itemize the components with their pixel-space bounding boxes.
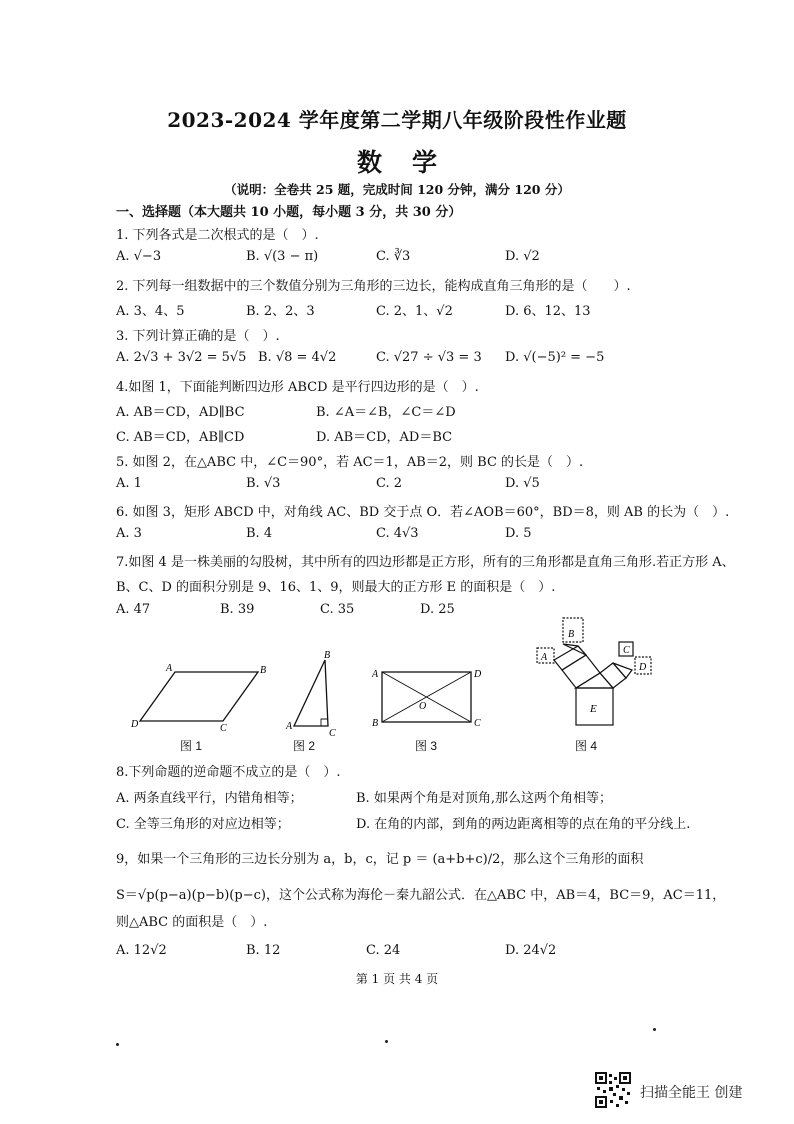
fig2-label-c: C (329, 728, 336, 739)
question-6-option-a: A. 3 (116, 526, 142, 541)
figures-row (100, 615, 700, 755)
question-6-stem: 6. 如图 3，矩形 ABCD 中，对角线 AC、BD 交于点 O．若∠AOB＝60°，BD＝8，则 AB 的长为（ ）. (116, 505, 730, 520)
question-1-option-a: A. √−3 (116, 249, 162, 264)
question-2-option-c: C. 2、1、√2 (376, 304, 453, 319)
page-footer: 第 1 页 共 4 页 (355, 972, 439, 986)
question-5-option-b: B. √3 (246, 476, 281, 491)
question-9-option-d: D. 24√2 (505, 943, 557, 958)
figure-1-parallelogram (130, 663, 266, 734)
fig2-label-a: A (286, 721, 293, 732)
question-7-option-a: A. 47 (116, 602, 151, 617)
fig3-label-d: D (474, 669, 482, 680)
question-6-option-c: C. 4√3 (376, 526, 419, 541)
question-7-stem-line-2: B、C、D 的面积分别是 9、16、1、9，则最大的正方形 E 的面积是（ ）. (116, 580, 556, 595)
fig3-label-o: O (419, 701, 427, 712)
question-4-option-d: D. AB＝CD，AD＝BC (316, 430, 453, 445)
question-3-stem: 3. 下列计算正确的是（ ）. (116, 329, 280, 344)
question-6-option-d: D. 5 (505, 526, 532, 541)
question-5-option-d: D. √5 (505, 476, 540, 491)
fig1-label-a: A (166, 663, 173, 674)
fig1-label-d: D (131, 719, 139, 730)
question-4-option-c: C. AB＝CD，AB∥CD (116, 430, 245, 445)
question-2-option-a: A. 3、4、5 (116, 304, 185, 319)
question-9-option-a: A. 12√2 (116, 943, 167, 958)
question-1-option-b: B. √(3 − π) (246, 249, 319, 264)
figure-3-rectangle (371, 669, 482, 729)
question-2-option-d: D. 6、12、13 (505, 304, 591, 319)
question-8-option-b: B. 如果两个角是对顶角,那么这两个角相等； (356, 791, 612, 806)
fig3-label-c: C (474, 718, 481, 729)
scan-speck (385, 1040, 388, 1043)
question-2-stem: 2. 下列每一组数据中的三个数值分别为三角形的三边长，能构成直角三角形的是（ ）. (116, 279, 631, 294)
section-heading: 一、选择题（本大题共 10 小题，每小题 3 分，共 30 分） (116, 205, 462, 220)
question-1-stem: 1. 下列各式是二次根式的是（ ）. (116, 228, 319, 243)
figure-4-caption: 图 4 (575, 739, 598, 753)
question-5-option-c: C. 2 (376, 476, 403, 491)
question-4-option-b: B. ∠A＝∠B，∠C＝∠D (316, 405, 456, 420)
question-9-option-b: B. 12 (246, 943, 281, 958)
scan-speck (653, 1028, 656, 1031)
question-7-option-c: C. 35 (320, 602, 355, 617)
question-7-stem-line-1: 7.如图 4 是一株美丽的勾股树，其中所有的四边形都是正方形，所有的三角形都是直角三角形.若正方形 A、 (116, 555, 735, 570)
question-1-option-c: C. ∛3 (376, 249, 411, 264)
question-7-option-d: D. 25 (420, 602, 455, 617)
fig2-label-b: B (324, 650, 331, 661)
question-9-stem-line-1: 9，如果一个三角形的三边长分别为 a，b，c，记 p ＝ (a+b+c)/2，那么这个三角形的面积 (116, 852, 644, 867)
fig4-label-c: C (623, 645, 630, 656)
fig4-label-e: E (590, 703, 597, 715)
figure-1-caption: 图 1 (180, 739, 203, 753)
question-9-stem-line-3: 则△ABC 的面积是（ ）. (116, 915, 268, 930)
question-4-stem: 4.如图 1，下面能判断四边形 ABCD 是平行四边形的是（ ）. (116, 380, 479, 395)
fig3-label-b: B (372, 718, 379, 729)
question-3-option-c: C. √27 ÷ √3 = 3 (376, 350, 482, 365)
question-7-option-b: B. 39 (220, 602, 255, 617)
question-6-option-b: B. 4 (246, 526, 273, 541)
question-5-stem: 5. 如图 2，在△ABC 中，∠C＝90°，若 AC＝1，AB＝2，则 BC 的长是（ ）. (116, 455, 584, 470)
fig1-label-c: C (220, 723, 227, 734)
scan-speck (116, 1043, 119, 1046)
question-5-option-a: A. 1 (116, 476, 142, 491)
question-8-option-c: C. 全等三角形的对应边相等； (116, 817, 290, 832)
question-8-option-d: D. 在角的内部，到角的两边距离相等的点在角的平分线上. (356, 817, 691, 832)
question-9-stem-line-2: S＝√p(p−a)(p−b)(p−c)，这个公式称为海伦－秦九韶公式．在△ABC 中，AB＝4，BC＝9，AC＝11， (116, 888, 726, 903)
question-1-option-d: D. √2 (505, 249, 540, 264)
question-3-option-a: A. 2√3 + 3√2 = 5√5 (116, 350, 247, 365)
figure-2-triangle (285, 650, 336, 739)
fig4-label-a: A (541, 652, 548, 663)
scanner-watermark: 扫描全能王 创建 (640, 1085, 743, 1101)
question-9-option-c: C. 24 (366, 943, 401, 958)
fig3-label-a: A (372, 669, 379, 680)
exam-note: （说明：全卷共 25 题，完成时间 120 分钟，满分 120 分） (224, 182, 570, 197)
question-3-option-d: D. √(−5)² = −5 (505, 350, 605, 365)
figure-2-caption: 图 2 (293, 739, 316, 753)
qr-code-icon (595, 1072, 631, 1108)
fig4-label-d: D (639, 662, 647, 673)
paper-title: 2023-2024 学年度第二学期八年级阶段性作业题 (167, 108, 627, 132)
question-8-option-a: A. 两条直线平行，内错角相等； (116, 791, 303, 806)
fig1-label-b: B (260, 665, 267, 676)
figure-3-caption: 图 3 (415, 739, 438, 753)
subject-title: 数学 (356, 148, 467, 177)
question-8-stem: 8.下列命题的逆命题不成立的是（ ）. (116, 765, 341, 780)
question-3-option-b: B. √8 = 4√2 (258, 350, 337, 365)
question-2-option-b: B. 2、2、3 (246, 304, 315, 319)
fig4-label-b: B (568, 629, 575, 640)
question-4-option-a: A. AB＝CD，AD∥BC (116, 405, 245, 420)
